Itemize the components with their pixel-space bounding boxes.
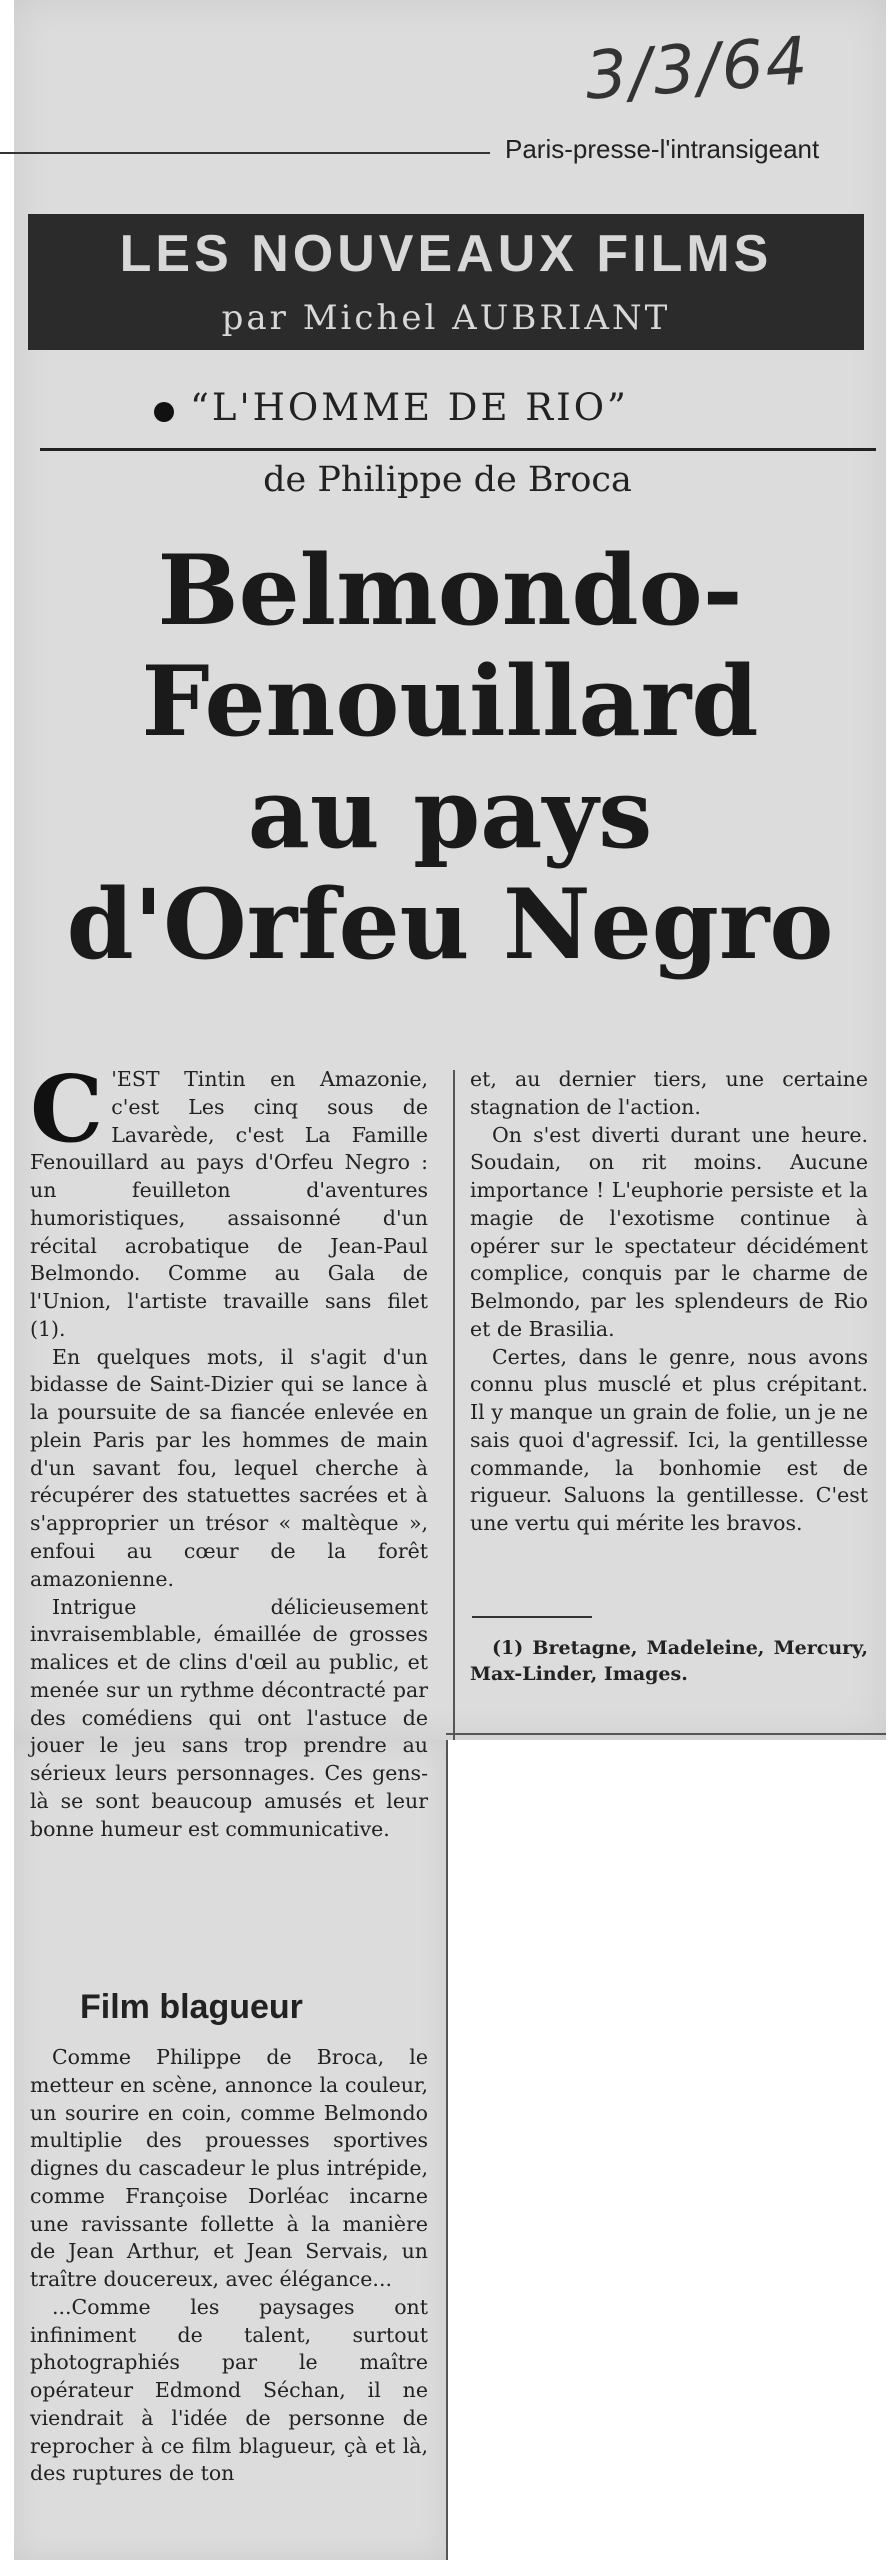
article-column-right: [470, 1066, 868, 1538]
article-paragraph-1: C 'EST Tintin en Amazonie, c'est Les cinq sous de Lavarède, c'est La Famille Fenouillard au pays d'Orfeu Negro : un feuilleton d'aventures humoristiques, assaisonné d'un récital acrobatique de Jean-Paul Belmondo. Comme au Gala de l'Union, l'artiste travaille sans filet (1).: [30, 1055, 428, 1341]
article-column-left-lower: [30, 2044, 428, 2488]
article-paragraph-r3: Certes, dans le genre, nous avons connu plus musclé et plus crépitant. Il y manque un grain de folie, un je ne sais quoi d'agressif. Ici, la gentillesse commande, la bonhomie est de rigueur. Saluons la gentillesse. C'est une vertu qui mérite les bravos.: [470, 1344, 868, 1536]
headline-line-1: Belmondo-: [157, 534, 743, 647]
article-paragraph-r2: On s'est diverti durant une heure. Soudain, on rit moins. Aucune importance ! L'euphorie persiste et la magie de l'exotisme continue à opérer sur le spectateur décidément complice, conquis par le charme de Belmondo, par les splendeurs de Rio et de Brasilia.: [470, 1122, 868, 1341]
headline-line-3: au pays: [247, 756, 653, 870]
handwritten-date: 3/3/64: [582, 22, 812, 115]
headline-line-4: d'Orfeu Negro: [66, 868, 834, 982]
headline-line-2: Fenouillard: [141, 645, 759, 759]
banner-author: par Michel AUBRIANT: [221, 298, 671, 338]
dropcap: C: [30, 1055, 104, 1163]
article-paragraph-5: ...Comme les paysages ont infiniment de talent, surtout photographiés par le maître opérateur Edmond Séchan, il ne viendrait à l'idée de personne de reprocher à ce film blagueur, çà et là, des ruptures de ton: [30, 2294, 428, 2486]
title-rule: [40, 448, 876, 451]
source-rule: [0, 152, 490, 154]
footnote: [470, 1636, 868, 1687]
column-banner: [28, 214, 864, 350]
newspaper-source: Paris-presse-l'intransigeant: [505, 134, 820, 164]
banner-title: LES NOUVEAUX FILMS: [119, 225, 773, 283]
film-title: “L'HOMME DE RIO”: [190, 386, 629, 429]
article-paragraph-3: Intrigue délicieusement invraisemblable, émaillée de grosses malices et de clins d'œil au public, et menée sur un rythme décontracté par des comédiens qui ont l'astuce de jouer le jeu sans trop prendre au sérieux leurs personnages. Ces gens-là se sont beaucoup amusés et leur bonne humeur est communicative.: [30, 1594, 428, 1841]
footnote-text: (1) Bretagne, Madeleine, Mercury, Max-Linder, Images.: [470, 1637, 868, 1685]
headline: [20, 535, 880, 980]
article-column-left: [30, 1055, 428, 1843]
column-divider-lower: [446, 1740, 448, 2560]
clipping-edge: [446, 1733, 886, 1735]
bullet-icon: [154, 402, 174, 422]
article-paragraph-2: En quelques mots, il s'agit d'un bidasse de Saint-Dizier qui se lance à la poursuite de sa fiancée enlevée en plein Paris par les hommes de main d'un savant fou, lequel cherche à récupérer des statuettes sacrées et à s'approprier un trésor « maltèque », enfoui au cœur de la forêt amazonienne.: [30, 1344, 428, 1591]
director-line: de Philippe de Broca: [263, 460, 632, 500]
column-divider: [453, 1070, 455, 1740]
footnote-rule: [472, 1616, 592, 1618]
article-paragraph-4: Comme Philippe de Broca, le metteur en scène, annonce la couleur, un sourire en coin, comme Belmondo multiplie des prouesses sportives dignes du cascadeur le plus intrépide, comme Françoise Dorléac incarne une ravissante follette à la manière de Jean Arthur, et Jean Servais, un traître doucereux, avec élégance...: [30, 2045, 428, 2292]
subheading: Film blagueur: [80, 1988, 303, 2026]
article-paragraph-r1: et, au dernier tiers, une certaine stagnation de l'action.: [470, 1067, 868, 1119]
